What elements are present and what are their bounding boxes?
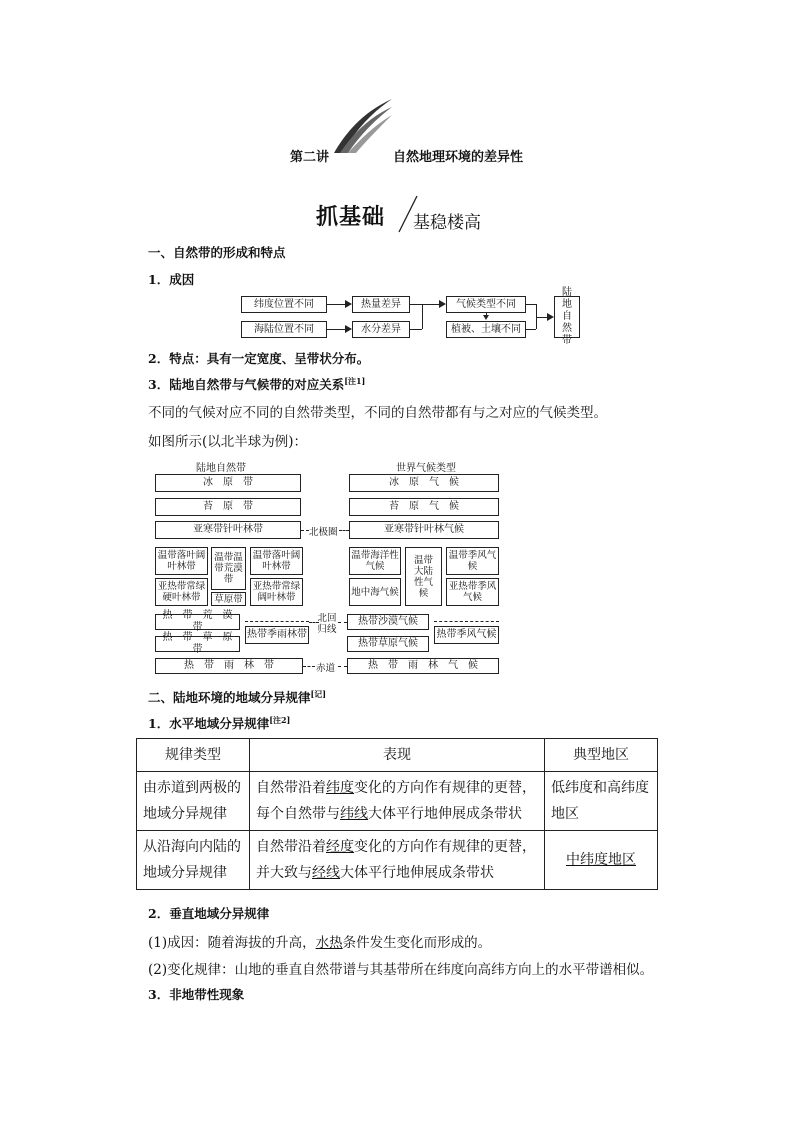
rule-region [545,831,658,890]
rule-type: 由赤道到两极的地域分异规律 [137,772,250,831]
relation-heading-text: 3．陆地自然带与气候带的对应关系 [148,377,345,392]
equator-line [303,666,315,667]
diagram-right-title: 世界气候类型 [396,463,456,474]
vertical-cause [148,931,491,951]
connector-line [526,304,536,305]
lecture-number: 第二讲 [290,150,330,165]
page-title: 自然地理环境的差异性 [393,150,524,165]
climate-mediterranean: 地中海气候 [349,578,401,606]
horizontal-note: [注2] [269,714,291,725]
flow-land-sea: 海陆位置不同 [241,321,327,338]
horizontal-heading-text: 1．水平地域分异规律 [148,716,270,731]
arrow-down-icon [483,315,489,320]
arrow-right-icon [439,300,446,308]
zone-trop-grass: 热 带 草 原 带 [155,636,240,652]
section1-heading: 一、自然带的形成和特点 [148,245,286,260]
section2-heading [148,688,326,706]
climate-trop-savanna: 热带草原气候 [347,636,429,652]
vertical-cause-text: (1)成因：随着海拔的升高， [148,935,316,951]
tropic-label: 北回归线 [317,613,337,635]
desc-part: 变化的方向作有规律的更替，每个自然带与 [256,780,536,822]
climate-trop-monsoon: 热带季风气候 [434,626,499,644]
diagram-left-title: 陆地自然带 [196,463,246,474]
zone-trop-monsoon-forest: 热带季雨林带 [245,626,309,644]
zone-temp-deciduous-west: 温带落叶阔叶林带 [155,547,208,575]
equator-label: 赤道 [316,663,336,674]
desc-part: 变化的方向作有规律的更替，并大致与 [256,839,536,881]
connector-line [410,304,422,305]
desc-part: 自然带沿着 [256,780,326,796]
table-header-row [137,739,658,772]
section2-heading-note: [记] [310,688,327,699]
horizontal-heading [148,714,290,732]
vertical-cause-underlined: 水热 [315,935,343,951]
table-row [137,831,658,890]
tropic-line [434,621,499,622]
flow-result: 陆地自然带 [554,296,580,338]
zone-grassland: 草原带 [211,592,246,606]
arrow-line [422,304,439,305]
arctic-label: 北极圈 [309,527,338,538]
desc-part: 自然带沿着 [256,839,326,855]
table-header: 典型地区 [545,739,658,772]
arctic-line [339,530,349,531]
climate-trop-rain: 热 带 雨 林 气 候 [347,658,499,674]
desc-underlined: 经线 [312,865,340,881]
swoosh-logo-icon [330,95,396,157]
arrow-line [327,329,345,330]
zone-trop-desert: 热 带 荒 漠 带 [155,614,240,630]
zone-subtrop-evergreen-hard: 亚热带常绿硬叶林带 [155,578,208,606]
climate-temp-monsoon: 温带季风气候 [446,547,499,575]
relation-note: [注1] [344,375,366,386]
feature-text: 2．特点：具有一定宽度、呈带状分布。 [148,351,370,366]
rule-region: 低纬度和高纬度地区 [545,772,658,831]
zone-temp-deciduous-east: 温带落叶阔叶林带 [250,547,303,575]
vertical-cause-text: 条件发生变化而形成的。 [342,935,492,951]
desc-underlined: 纬线 [340,806,368,822]
flow-heat: 热量差异 [352,296,410,313]
zone-temp-desert: 温带温带荒漠带 [211,547,246,590]
desc-part: 大体平行地伸展成条带状 [340,865,494,881]
arctic-line [301,530,309,531]
climate-ice: 冰 原 气 候 [349,474,499,492]
tropic-line [245,621,309,622]
vertical-heading: 2．垂直地域分异规律 [148,906,270,921]
tropic-line [338,622,347,623]
example-text: 如图所示(以北半球为例)： [148,434,308,450]
climate-subtrop-monsoon: 亚热带季风气候 [446,578,499,606]
connector-line [526,329,536,330]
rules-table [136,738,658,890]
arrow-line [536,317,547,318]
rule-description [250,772,545,831]
relation-heading [148,375,365,393]
climate-trop-desert: 热带沙漠气候 [347,614,429,630]
zone-taiga: 亚寒带针叶林带 [155,521,301,539]
climate-temp-continental: 温带大陆性气候 [405,547,442,606]
flow-climate: 气候类型不同 [446,296,526,313]
table-header: 表现 [250,739,545,772]
climate-subarctic: 亚寒带针叶林气候 [349,521,499,539]
climate-tundra: 苔 原 气 候 [349,498,499,516]
arrow-right-icon [345,325,352,333]
rule-type: 从沿海向内陆的地域分异规律 [137,831,250,890]
arrow-right-icon [345,300,352,308]
zone-trop-rain: 热 带 雨 林 带 [155,658,303,674]
equator-line [338,666,347,667]
nonzonal-heading: 3．非地带性现象 [148,987,245,1002]
vertical-change: (2)变化规律：山地的垂直自然带谱与其基带所在纬度向高纬方向上的水平带谱相似。 [148,962,654,978]
banner-left: 抓基础 [316,205,386,230]
flow-latitude: 纬度位置不同 [241,296,327,313]
section2-heading-text: 二、陆地环境的地域分异规律 [148,690,311,705]
connector-line [422,304,423,329]
zone-tundra: 苔 原 带 [155,498,301,516]
rule-region-text: 中纬度地区 [566,852,636,868]
flow-vegetation: 植被、土壤不同 [446,321,526,338]
connector-line [410,329,422,330]
zone-ice: 冰 原 带 [155,474,301,492]
rule-description [250,831,545,890]
desc-underlined: 纬度 [326,780,354,796]
desc-part: 大体平行地伸展成条带状 [368,806,522,822]
relation-text: 不同的气候对应不同的自然带类型，不同的自然带都有与之对应的气候类型。 [148,405,607,421]
table-header: 规律类型 [137,739,250,772]
zone-subtrop-evergreen-broad: 亚热带常绿阔叶林带 [250,578,303,606]
flow-water: 水分差异 [352,321,410,338]
arrow-line [327,304,345,305]
banner-right: 基稳楼高 [413,213,481,233]
climate-temp-maritime: 温带海洋性气候 [349,547,401,575]
desc-underlined: 经度 [326,839,354,855]
arrow-right-icon [547,313,554,321]
cause-label: 1．成因 [148,272,195,287]
table-row [137,772,658,831]
